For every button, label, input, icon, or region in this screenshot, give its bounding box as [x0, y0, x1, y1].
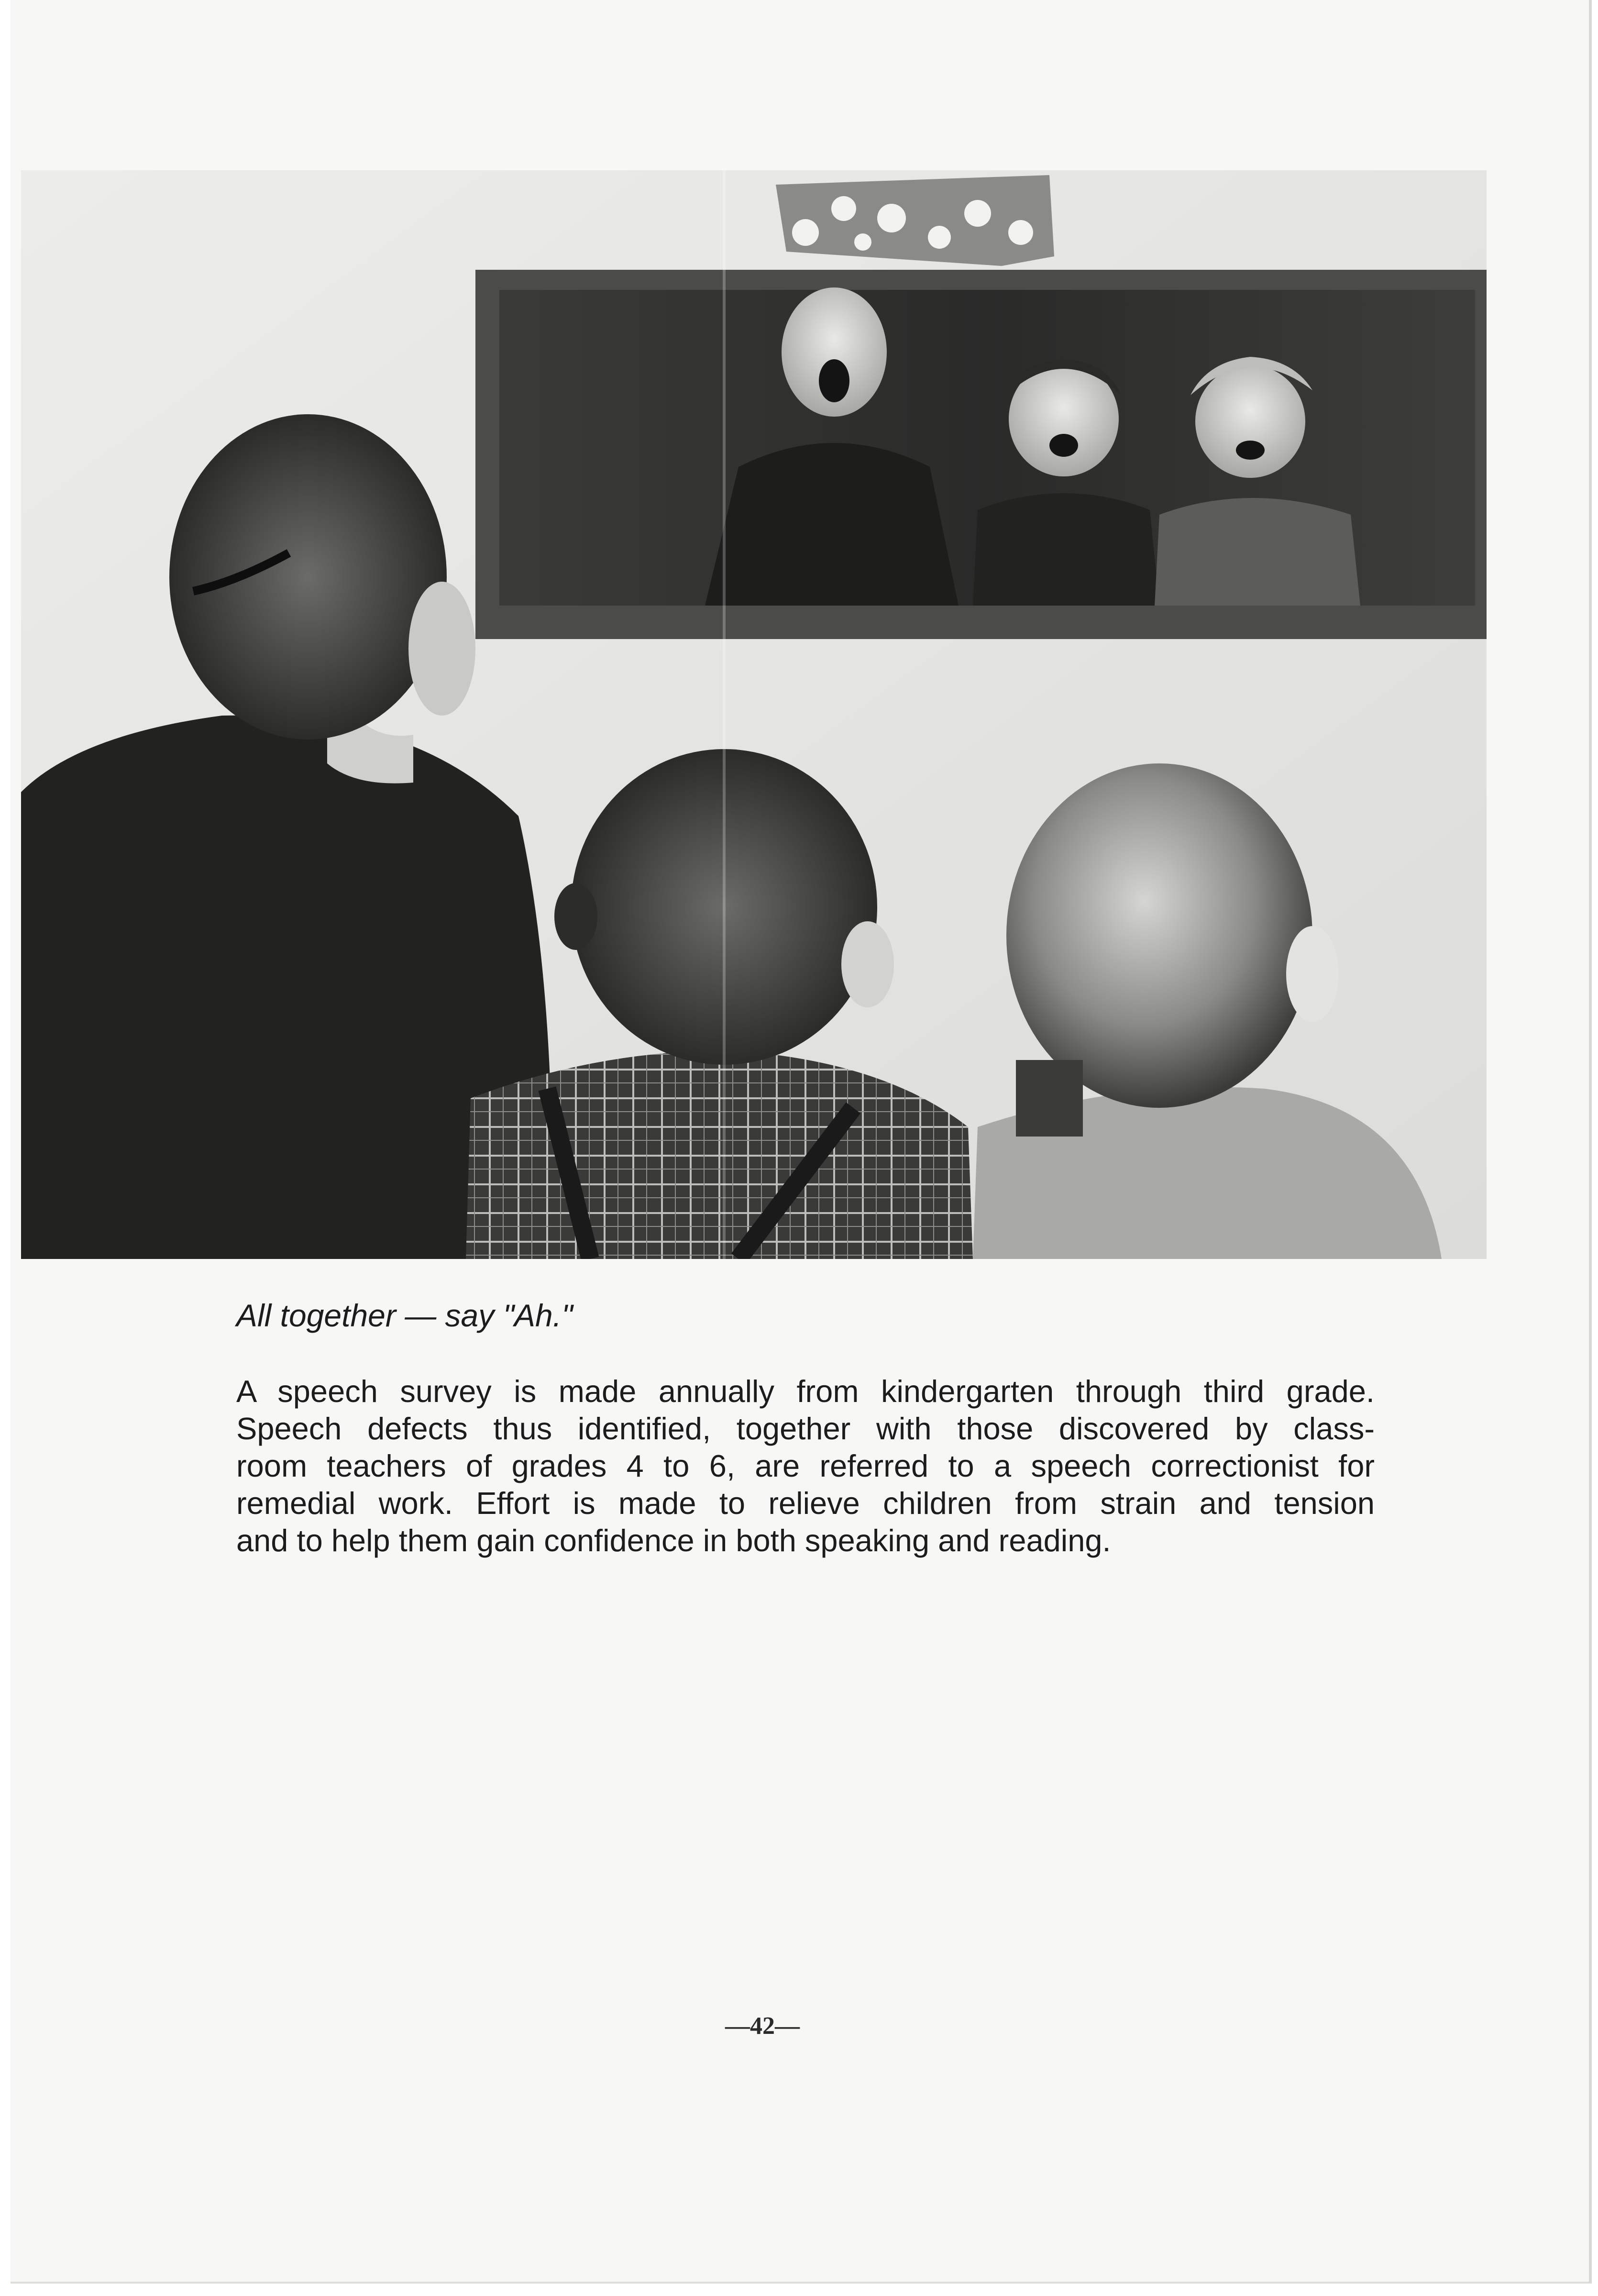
document-page [11, 0, 1592, 2284]
photo-illustration [21, 170, 1487, 1259]
caption-line: and to help them gain confidence in both speaking and reading. [236, 1523, 1111, 1558]
caption-body [236, 1373, 1375, 1559]
caption-line: remedial work. Effort is made to relieve children from strain and tension [236, 1486, 1375, 1521]
mirror [475, 270, 1487, 639]
photograph [21, 170, 1487, 1259]
caption-title: All together — say "Ah." [236, 1298, 573, 1333]
page-number: —42— [725, 2012, 800, 2040]
caption-line: Speech defects thus identified, together with those discovered by class- [236, 1411, 1375, 1446]
caption-line: A speech survey is made annually from kindergarten through third grade. [236, 1374, 1375, 1409]
polka-dot-decoration [776, 175, 1054, 266]
caption-line: room teachers of grades 4 to 6, are referred to a speech correctionist for [236, 1448, 1375, 1483]
